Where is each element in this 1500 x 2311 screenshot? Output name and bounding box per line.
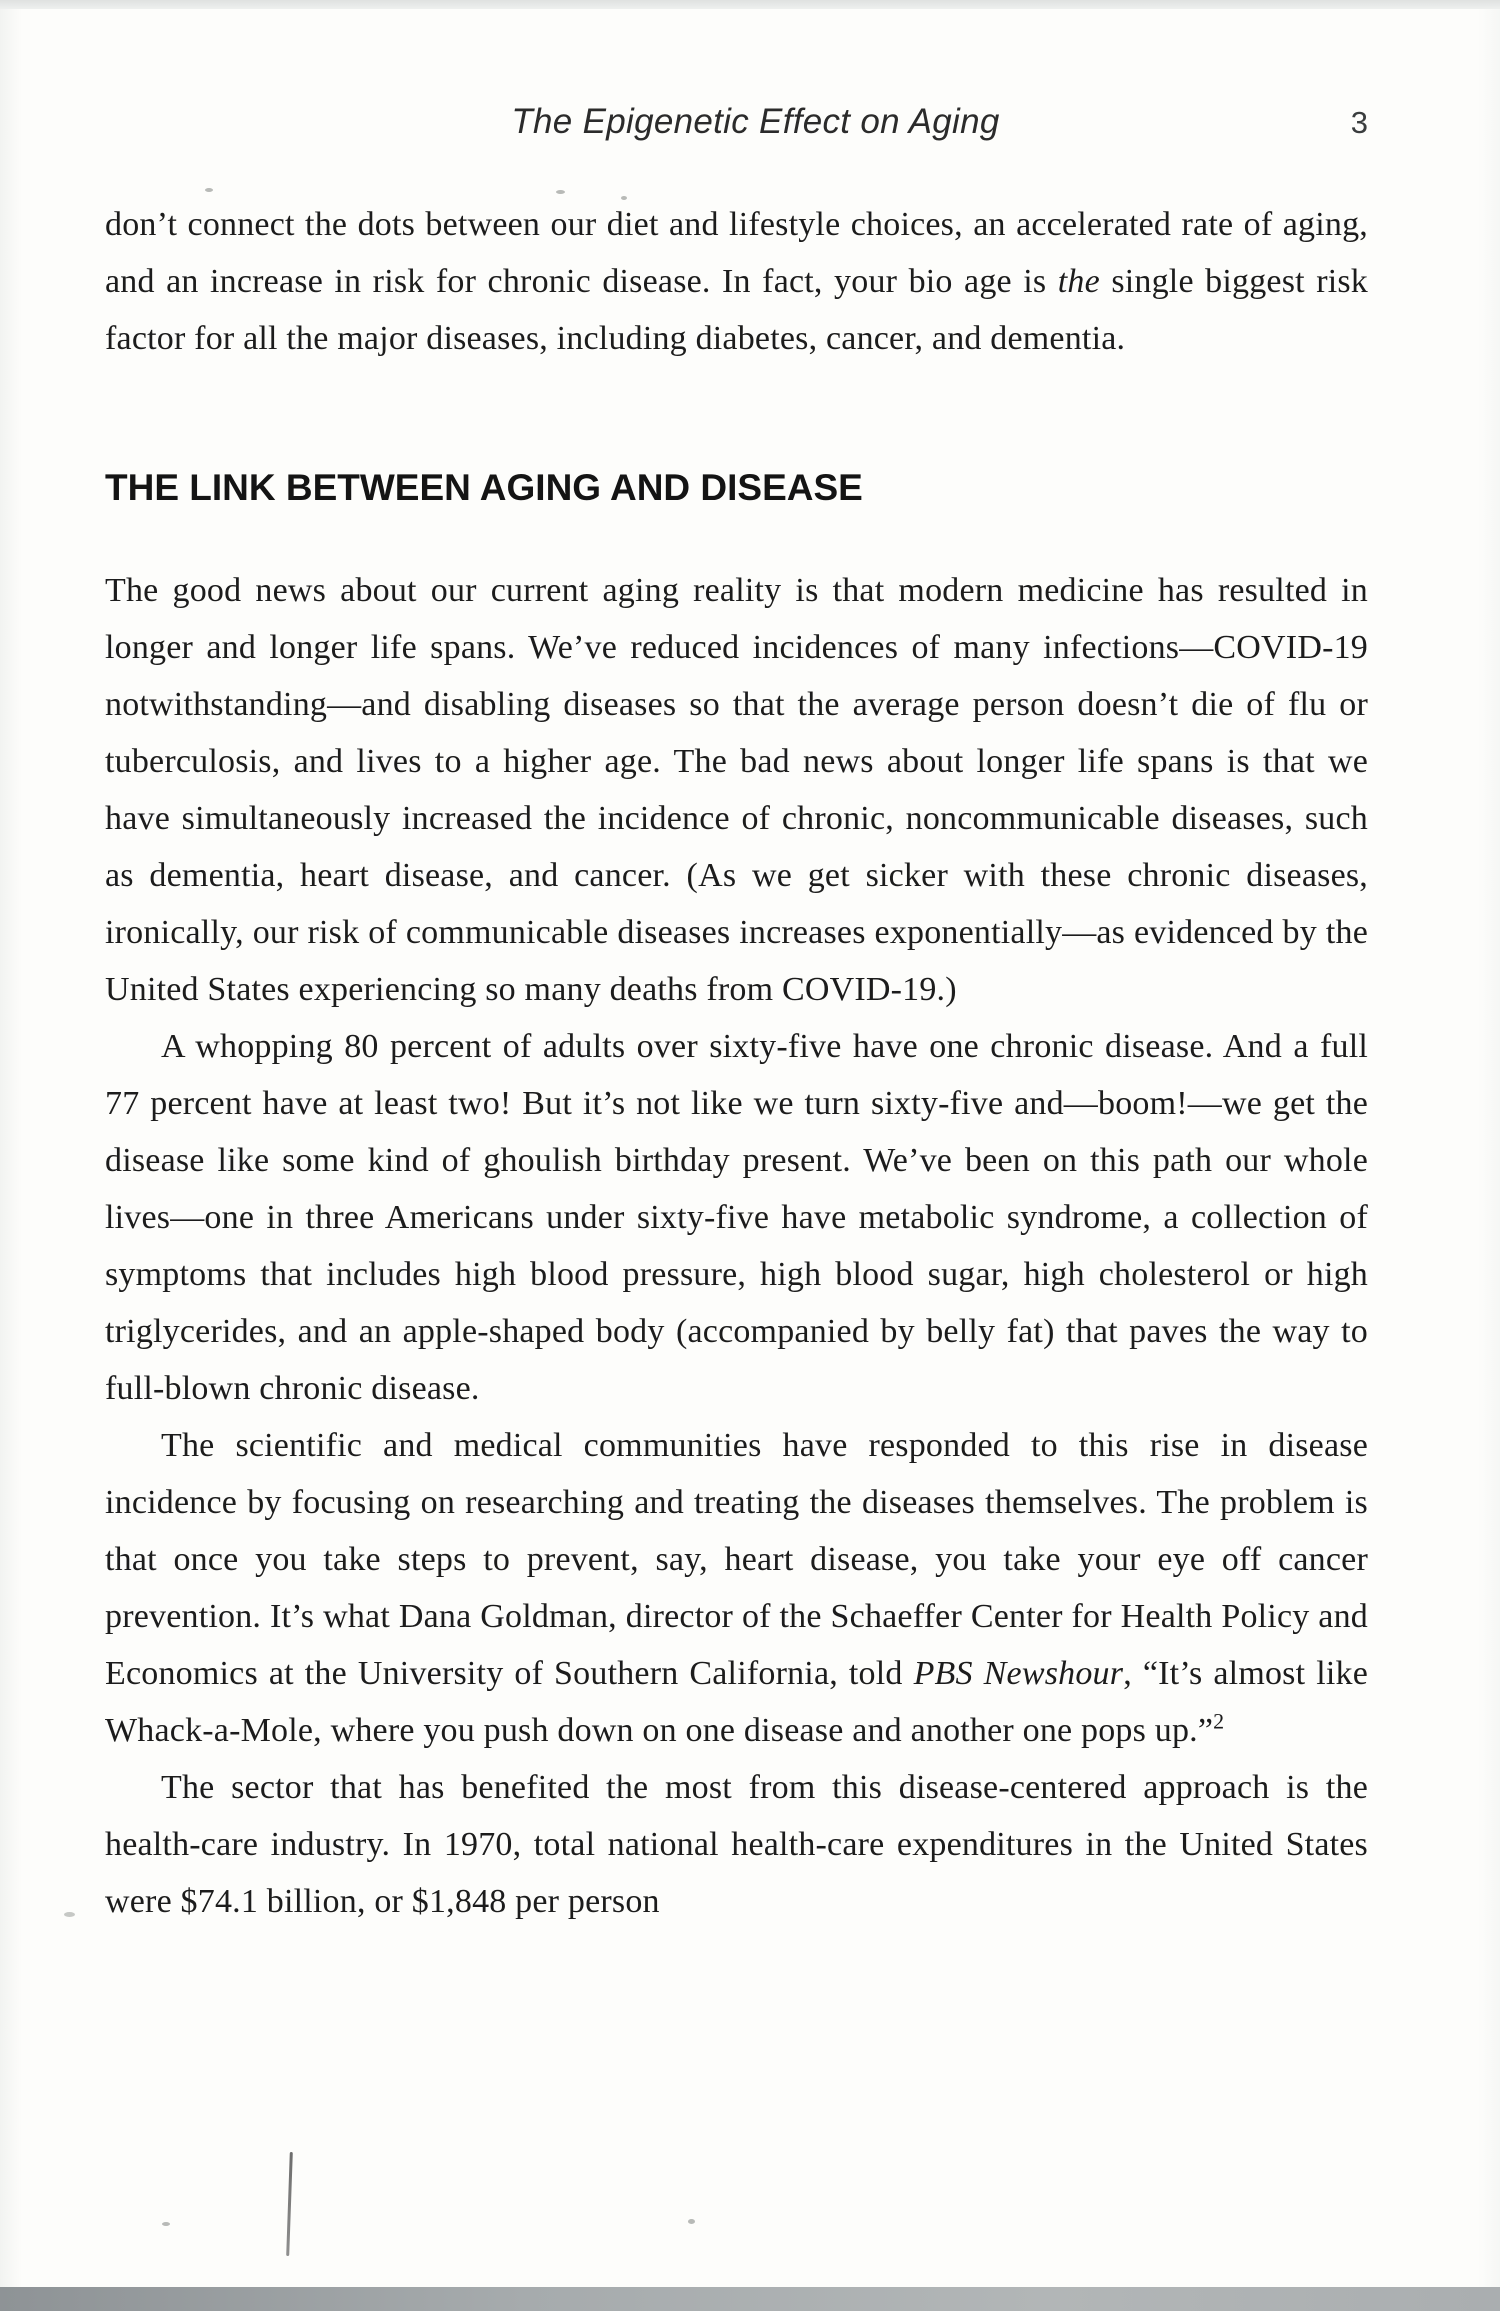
scan-top-edge	[0, 0, 1500, 9]
text-run: , “It’s almost like Whack-a-Mole, where you push down on one disease and another one pops up.”	[105, 1655, 1368, 1749]
scan-speck	[64, 1912, 75, 1917]
scan-speck	[688, 2219, 695, 2224]
text-run-italic: the	[1057, 263, 1100, 300]
running-head	[105, 102, 1370, 156]
paragraph-intro	[105, 196, 1368, 367]
page-number: 3	[1350, 105, 1368, 140]
scan-bottom-edge	[0, 2287, 1500, 2311]
scan-artifact-line	[286, 2152, 293, 2256]
paragraph: The sector that has benefited the most from this disease-centered approach is the health-care industry. In 1970, total national health-care expenditures in the United States were $74.1 billion, or $1,848 per person	[105, 1769, 1368, 1920]
paragraph: A whopping 80 percent of adults over sixty-five have one chronic disease. And a full 77 percent have at least two! But it’s not like we turn sixty-five and—boom!—we get the disease like some kind of ghoulish birthday present. We’ve been on this path our whole lives—one in three Americans under sixty-five have metabolic syndrome, a collection of symptoms that includes high blood pressure, high blood sugar, high cholesterol or high triglycerides, and an apple-shaped body (accompanied by belly fat) that paves the way to full-blown chronic disease.	[105, 1028, 1368, 1407]
running-title: The Epigenetic Effect on Aging	[511, 102, 1000, 141]
scan-speck	[556, 190, 565, 194]
paragraph	[105, 1417, 1368, 1759]
scan-speck	[162, 2222, 170, 2226]
text-run: single biggest risk factor for all the major diseases, including diabetes, cancer, and dementia.	[105, 263, 1368, 357]
footnote-reference: 2	[1213, 1708, 1225, 1734]
scan-speck	[621, 196, 627, 200]
page-body	[105, 196, 1368, 1930]
text-run-italic: PBS Newshour	[913, 1655, 1124, 1692]
text-run: don’t connect the dots between our diet and lifestyle choices, an accelerated rate of aging, and an increase in risk for chronic disease. In fact, your bio age is	[105, 206, 1368, 300]
text-run: The scientific and medical communities have responded to this rise in disease incidence by focusing on researching and treating the diseases themselves. The problem is that once you take steps to prevent, say, heart disease, you take your eye off cancer prevention. It’s what Dana Goldman, director of the Schaeffer Center for Health Policy and Economics at the University of Southern California, told	[105, 1427, 1368, 1692]
scan-speck	[205, 188, 213, 192]
paragraph: The good news about our current aging reality is that modern medicine has resulted in longer and longer life spans. We’ve reduced incidences of many infections—COVID-19 notwithstanding—and disabling diseases so that the average person doesn’t die of flu or tuberculosis, and lives to a higher age. The bad news about longer life spans is that we have simultaneously increased the incidence of chronic, noncommunicable diseases, such as dementia, heart disease, and cancer. (As we get sicker with these chronic diseases, ironically, our risk of communicable diseases increases exponentially—as evidenced by the United States experiencing so many deaths from COVID-19.)	[105, 572, 1368, 1008]
section-heading: THE LINK BETWEEN AGING AND DISEASE	[105, 467, 863, 508]
